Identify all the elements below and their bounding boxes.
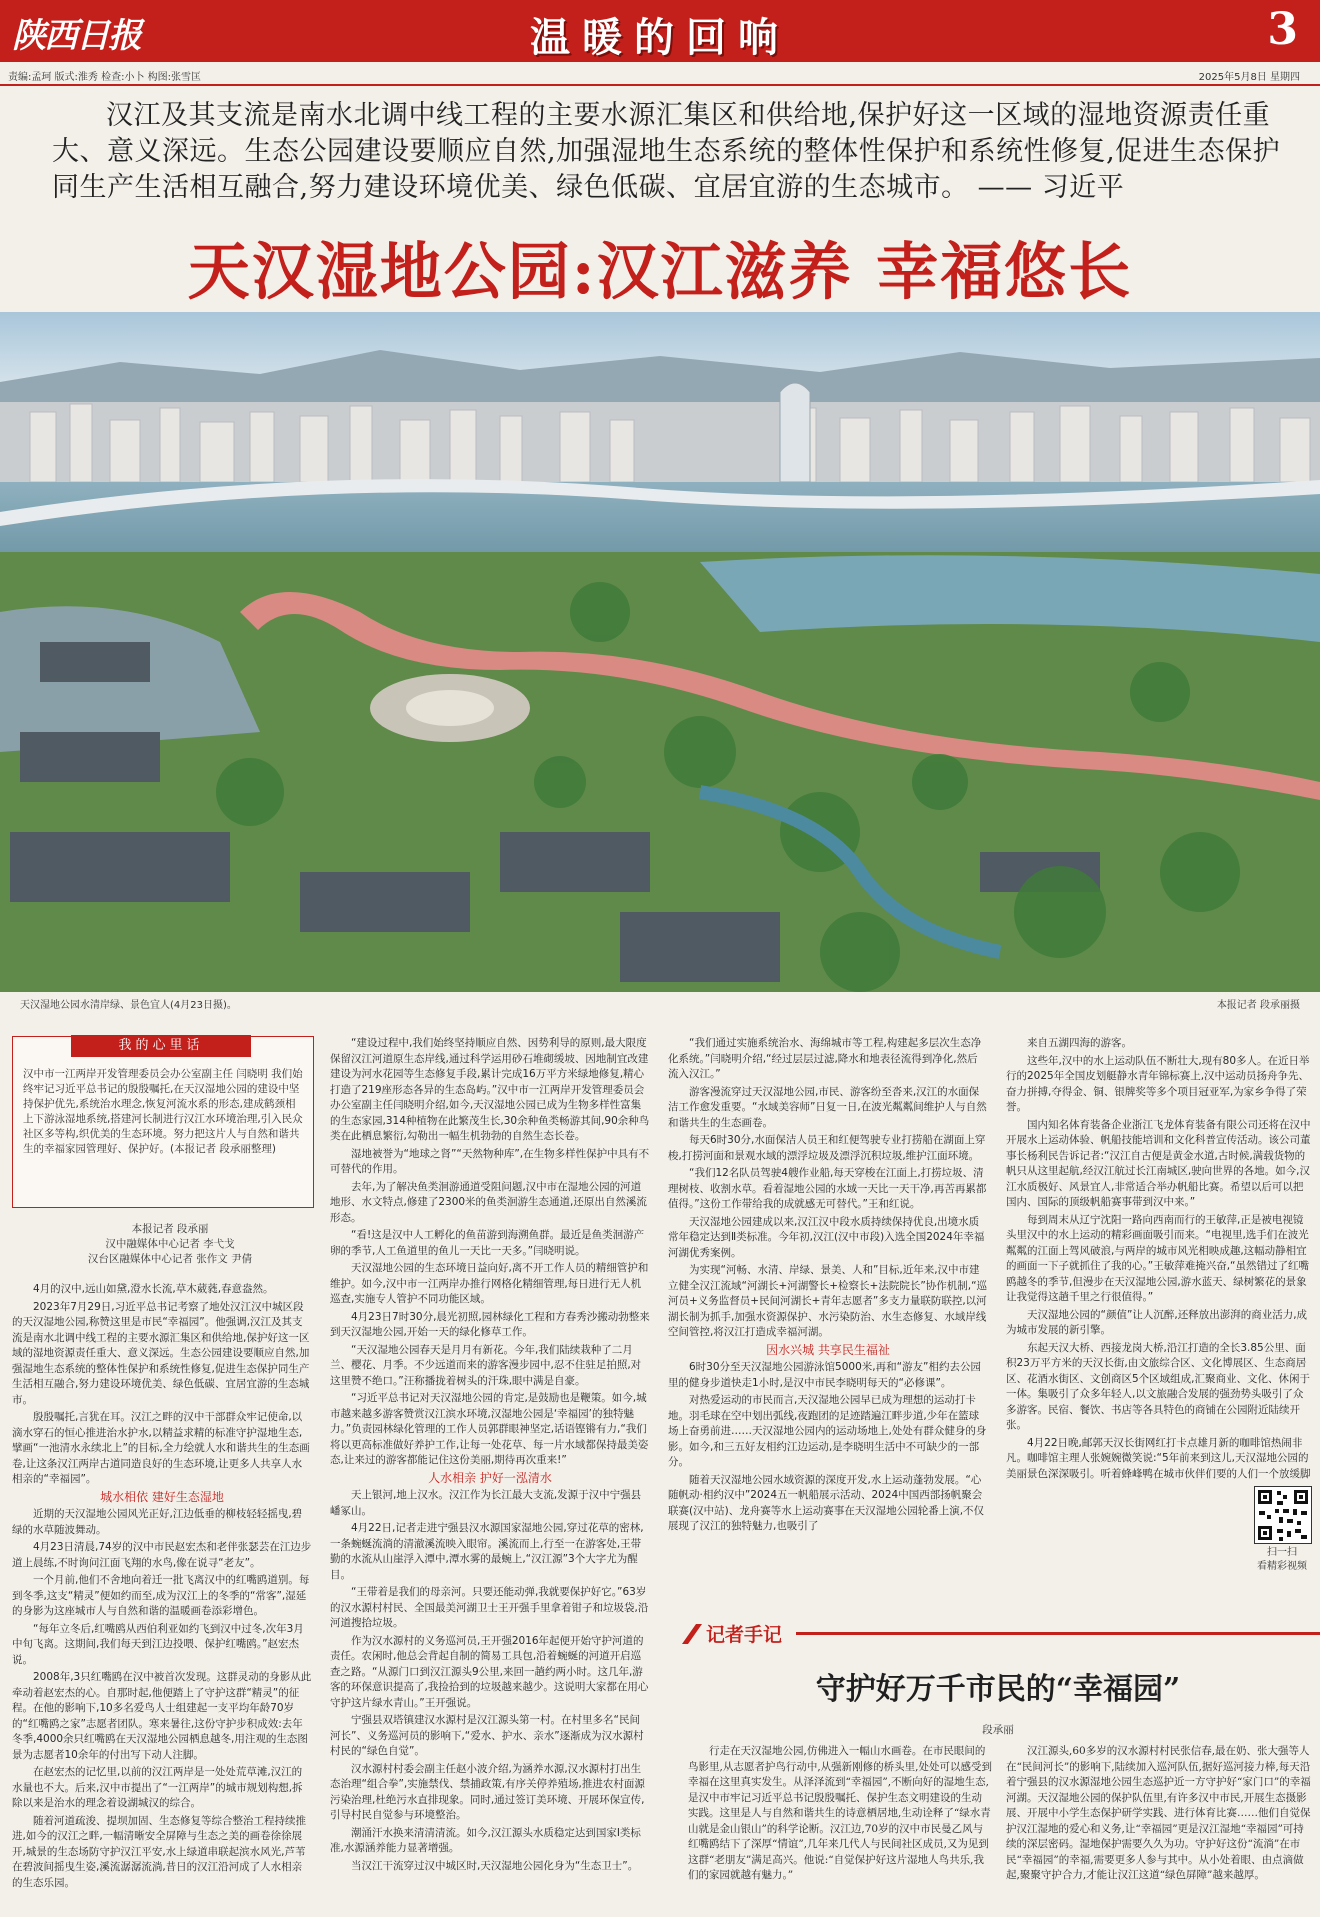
paragraph: 近期的天汉湿地公园风光正好,江边低垂的柳枝轻轻摇曳,碧绿的水草随波舞动。 xyxy=(12,1508,303,1536)
paragraph: 天汉湿地公园的“颜值”让人沉醉,还释放出澎湃的商业活力,成为城市发展的新引擎。 xyxy=(1006,1308,1308,1336)
masthead xyxy=(0,0,1320,62)
paragraph: 天汉湿地公园建成以来,汉江汉中段水质持续保持优良,出境水质常年稳定达到Ⅱ类标准。今年初,汉江(汉中市段)入选全国2024年幸福河湖优秀案例。 xyxy=(668,1215,985,1259)
paragraph: 2023年7月29日,习近平总书记考察了地处汉江汉中城区段的天汉湿地公园,称赞这里是市民“幸福园”。他强调,汉江及其支流是南水北调中线工程的主要水源汇集区和供给地,保护好这一区域的湿地资源责任重大、意义深远。生态公园建设要顺应自然,加强湿地生态系统的整体性保护和系统性修复,促进生态保护同生产生活相互融合,努力建设环境优美、绿色低碳、宜居宜游的生态城市。 xyxy=(12,1300,310,1406)
page-number: 3 xyxy=(1267,4,1298,55)
paragraph: 4月的汉中,远山如黛,澄水长流,草木葳蕤,春意盎然。 xyxy=(33,1283,274,1295)
leader-quote: 汉江及其支流是南水北调中线工程的主要水源汇集区和供给地,保护好这一区域的湿地资源责任重大、意义深远。生态公园建设要顺应自然,加强湿地生态系统的整体性保护和系统性修复,促进生态保护同生产生活相互融合,努力建设环境优美、绿色低碳、宜居宜游的生态城市。 —— 习近平 xyxy=(52,100,1281,203)
column-title: 温暖的回响 xyxy=(530,14,790,61)
my-words-body: 汉中市一江两岸开发管理委员会办公室副主任 闫晓明 我们始终牢记习近平总书记的殷殷嘱托,在天汉湿地公园的建设中坚持保护优先,系统治水理念,恢复河流水系的形态,建成鹤颈相上下游泳湿地系统,搭建河长制进行汉江水环境治理,引入民众社区多等构,织优美的生态环境。努力把这片人与自然和谐共生的幸福家园管理好、保护好。(本报记者 段承丽整理) xyxy=(23,1068,303,1155)
paragraph: “每年立冬后,红嘴鸥从西伯利亚如约飞到汉中过冬,次年3月中旬飞离。这期间,我们每天到江边投喂、保护红嘴鸥。”赵宏杰说。 xyxy=(12,1622,304,1666)
reporter-byline: 本报记者 段承丽 汉中融媒体中心记者 李弋戈 汉台区融媒体中心记者 张作文 尹倩 xyxy=(87,1223,253,1265)
paragraph: 当汉江干流穿过汉中城区时,天汉湿地公园化身为“生态卫士”。 xyxy=(351,1859,639,1872)
paragraph: 在赵宏杰的记忆里,以前的汉江两岸是一处处荒草滩,汉江的水量也不大。后来,汉中市提出了“一江两岸”的城市规划构想,拆除以来是治水的理念着设湖城汉的综合。 xyxy=(12,1766,303,1809)
paragraph: 随着河道疏浚、提坝加固、生态修复等综合整治工程持续推进,如今的汉江之畔,一幅清晰安全屏障与生态之美的画卷徐徐展开,城景的生态场防守护汉江平安,水上绿道串联起滨水风光,芦苇在碧波间摇曳生姿,溪流潺潺流淌,昔日的汉江沿河成了人水相亲的生态乐园。 xyxy=(12,1814,306,1889)
section-subhead: 城水相依 建好生态湿地 xyxy=(100,1489,224,1504)
my-words-title: 我的心里话 xyxy=(71,1035,251,1057)
paragraph: “看!这是汉中人工孵化的鱼苗游到海溯鱼群。最近是鱼类洄游产卵的季节,人工鱼道里的鱼儿一天比一天多。”闫晓明说。 xyxy=(330,1229,645,1257)
paragraph: “天汉湿地公园春天是月月有新花。今年,我们陆续栽种了二月兰、樱花、月季。不少远道而来的游客漫步园中,忍不住驻足拍照,对这里赞不绝口。”汪称播拢着树头的汗珠,眼中满是自豪。 xyxy=(330,1343,642,1387)
paragraph: 天上银河,地上汉水。汉江作为长江最大支流,发源于汉中宁强县嶓冢山。 xyxy=(330,1489,642,1517)
paragraph: 东起天汉大桥、西接龙岗大桥,沿江打造的全长3.85公里、面积23万平方米的天汉长街,由文旅综合区、文化博展区、生态商居区、花酒水街区、文创商区5个区域组成,汇聚商业、文化、休闲于一体。集吸引了众多年轻人,以文旅融合发展的强劲势头吸引了众多游客。民宿、餐饮、书店等各具特色的商铺在公园附近陆续开张。 xyxy=(1006,1341,1311,1431)
reporter-note-author: 段承丽 xyxy=(982,1724,1014,1736)
paragraph: “我们通过实施系统治水、海绵城市等工程,构建起多层次生态净化系统。”闫晓明介绍,“经过层层过滤,降水和地表径流得到净化,然后流入汉江。” xyxy=(668,1037,982,1080)
reporter-note-band xyxy=(676,1620,1320,1648)
paragraph: 4月23日7时30分,晨光初照,园林绿化工程和方春秀沙搬动勃整来到天汉湿地公园,开始一天的绿化修草工作。 xyxy=(330,1310,650,1338)
editor-line: 责编:孟珂 版式:淮秀 检查:小卜 构图:张雪匡 xyxy=(8,72,202,83)
article-column-3 xyxy=(668,1036,988,1606)
photo-credit: 本报记者 段承丽摄 xyxy=(1216,1000,1300,1011)
header-rule xyxy=(0,84,1320,86)
paragraph: 一个月前,他们不舍地向着迁一批飞离汉中的红嘴鸥道别。每到冬季,这支“精灵”便如约而至,成为汉江上的冬季的“常客”,湿延的身影为这座城市人与自然和谐的温暖画卷添彩增色。 xyxy=(12,1574,310,1617)
paragraph: 这些年,汉中的水上运动队伍不断壮大,现有80多人。在近日举行的2025年全国皮划艇静水青年锦标赛上,汉中运动员扬舟争先、奋力拼搏,夺得金、铜、银牌奖等多个项目冠亚军,为家乡争得了荣誉。 xyxy=(1006,1054,1310,1113)
reporter-note-tag: 记者手记 xyxy=(706,1624,783,1646)
date-line: 2025年5月8日 星期四 xyxy=(1198,72,1300,83)
paragraph: 殷殷嘱托,言犹在耳。汉江之畔的汉中干部群众牢记使命,以滴水穿石的恒心推进治水护水,以精益求精的标准守护湿地生态,擘画“一池清水永续北上”的目标,全力绘就人水和谐共生的生态画卷,让这条汉江两岸古道同造良好的生态环境,让更多人共享人水相亲的“幸福园”。 xyxy=(12,1411,310,1485)
article-column-4 xyxy=(1006,1036,1312,1480)
reporter-note-left xyxy=(688,1744,992,1912)
paragraph: 行走在天汉湿地公园,仿佛进入一幅山水画卷。在市民眼间的鸟影里,从志愿者护鸟行动中,从强新刚修的桥头里,处处可以感受到幸福在这里真实发生。从泽泽流到“幸福园”,不断向好的湿地生态,是汉中市牢记习近平总书记殷殷嘱托、保护生态文明建设的生动实践。这里是人与自然和谐共生的诗意栖居地,生动诠释了“绿水青山就是金山银山”的科学论断。汉江边,70岁的汉中市民曼乙风与红嘴鸥结下了深厚“情谊”,几年来几代人与民间社区成员,又为见到这群“老朋友”满足高兴。他说:“自觉保护好这片湿地人鸟共乐,我们的家园就越有魅力。” xyxy=(688,1745,992,1881)
reporter-note-right xyxy=(1006,1744,1312,1912)
paragraph: 宁强县双塔镇建汉水源村是汉江源头第一村。在村里多名“民间河长”、义务巡河员的影响下,“爱水、护水、亲水”逐渐成为汉水源村村民的“绿色自觉”。 xyxy=(330,1714,644,1757)
article-column-1 xyxy=(12,1282,312,1912)
paragraph: 汉江源头,60多岁的汉水源村村民张信春,最在奶、张大强等人在“民间河长”的影响下,陆续加入巡河队伍,据好巡河接力棒,每天沿着宁强县的汉水源湿地公园生态巡护近一方守护好“家门口”的幸福河湖。天汉湿地公园的保护队伍里,有许多汉中市民,开展生态摄影展、开展中小学生态保护研学实践、进行体育比赛……他们自觉保护汉江湿地的爱心和义务,让“幸福园”更是汉江湿地“幸福园”可持续的深层密码。湿地保护需要久久为功。守护好这份“流淌”在市民“幸福园”的幸福,需要更多人参与其中。从小处着眼、由点滴做起,聚聚守护合力,才能让汉江这道“绿色屏障”越来越厚。 xyxy=(1006,1745,1311,1881)
paragraph: 湿地被誉为“地球之肾”“天然物种库”,在生物多样性保护中具有不可替代的作用。 xyxy=(330,1147,650,1175)
qr-code[interactable] xyxy=(1254,1486,1312,1544)
paragraph: 来自五湖四海的游客。 xyxy=(1027,1037,1132,1049)
article-column-2 xyxy=(330,1036,650,1912)
paragraph: 6时30分至天汉湿地公园游泳馆5000米,再和“游友”相约去公园里的健身步道快走1小时,是汉中市民李晓明每天的“必修课”。 xyxy=(668,1361,981,1389)
paragraph: 4月22日,记者走进宁强县汉水源国家湿地公园,穿过花草的密林,一条蜿蜒流淌的清澈溪流映入眼帘。溪流而上,行至一在游客处,王带勤的水流从山崖浮入潭中,潭水雾的最蜿上,“汉江源”3个大字尤为醒目。 xyxy=(330,1522,644,1581)
photo-caption: 天汉湿地公园水清岸绿、景色宜人(4月23日摄)。 xyxy=(20,1000,237,1011)
paragraph: 国内知名体育装备企业浙江飞龙体育装备有限公司还将在汉中开展水上运动体验、帆船技能培训和文化科普宣传活动。该公司董事长杨利民告诉记者:“汉江自古便是黄金水道,古时候,满载货物的帆只从这里起航,经汉江航过长江南城区,驶向世界的各地。如今,汉江水质极好、风景宜人,非常适合举办帆船比赛。希望以后可以把国内、国际的顶级帆船赛事带到汉中来。” xyxy=(1006,1118,1311,1208)
paragraph: 潮涌汗水换来清清清流。如今,汉江源头水质稳定达到国家Ⅰ类标准,水源涵养能力显著增强。 xyxy=(330,1826,641,1854)
paragraph: 每到周末从辽宁沈阳一路向西南而行的王敏萍,正是被电视镜头里汉中的水上运动的精彩画面吸引而来。“电视里,选手们在波光粼粼的江面上驾风破浪,与两岸的城市风光相映成趣,这幅动静相宜的画面一下子就抓住了我的心。”王敏萍难掩兴奋,“虽然错过了红嘴鸥越冬的季节,但漫步在天汉湿地公园,游水蓝天、绿树繁花的景象让我觉得这趟千里之行很值得。” xyxy=(1006,1213,1309,1303)
paragraph: “王带着是我们的母亲河。只要还能动弹,我就要保护好它。”63岁的汉水源村村民、全国最美河湖卫士王开强手里拿着钳子和垃圾袋,沿河道搜拾垃圾。 xyxy=(330,1586,649,1629)
article-column-4-tail xyxy=(1006,1482,1242,1612)
qr-label: 扫一扫 看精彩视频 xyxy=(1257,1547,1307,1572)
qr-code-icon xyxy=(1255,1487,1311,1543)
paragraph: 汉水源村村委会副主任赵小波介绍,为涵养水源,汉水源村打出生态治理“组合拳”,实施禁伐、禁捕政策,有序关停养殖场,推进农村面源污染治理,杜绝污水直排现象。同时,通过签订美环境、开展环保宣传,引导村民自觉参与环境整治。 xyxy=(330,1762,645,1821)
paragraph: 游客漫流穿过天汉湿地公园,市民、游客纷至沓来,汉江的水面保洁工作愈发重要。“水域美容师”日复一日,在波光粼粼间维护人与自然和谐共生的生态画卷。 xyxy=(668,1085,987,1129)
paragraph: 4月23日清晨,74岁的汉中市民赵宏杰和老伴张瑟芸在江边步道上晨练,不时询问江面飞翔的水鸟,像在说寻“老友”。 xyxy=(12,1541,312,1569)
paragraph: 去年,为了解决鱼类洄游通道受阻问题,汉中市在湿地公园的河道地形、水文特点,修建了2300米的鱼类洄游生态通道,还原出自然溪流形态。 xyxy=(330,1180,647,1224)
paragraph: 4月22日晚,邮郭天汉长街网红打卡点雄月新的咖啡馆热闹非凡。咖啡馆主理人张婉婉微笑说:“5年前来到这儿,天汉湿地公园的美丽景色深深吸引。听着蜂峰鸭在城市伙伴们要的人们一个放缓脚 xyxy=(1006,1436,1311,1480)
paragraph: “习近平总书记对天汉湿地公园的肯定,是鼓励也是鞭策。如今,城市越来越多游客赞赏汉江滨水环境,汉湿地公园是‘幸福园’的独特魅力。”负责园林绿化管理的工作人员郭群眼神坚定,话语铿锵有力,“我们将以更高标准做好养护工作,让每一处花草、每一片水域都保持最美姿态,让来过的游客都能记住这份美丽,期待再次重来!” xyxy=(330,1392,649,1466)
paragraph: “建设过程中,我们始终坚持顺应自然、因势利导的原则,最大限度保留汉江河道原生态岸线,通过科学运用砂石堆砌缓坡、因地制宜改建建设为河水花园等生态修复手段,累计完成16万平方米绿地修复,精心打造了219座形态各异的生态岛屿。”汉中市一江两岸开发管理委员会办公室副主任闫晓明介绍,如今,天汉湿地公园已成为生物多样性富集的生态家园,314种植物在此繁茂生长,30余种鱼类畅游其间,90余种鸟类在此栖息繁衍,勾勒出一幅生机勃勃的自然生态长卷。 xyxy=(330,1037,650,1142)
reporter-note-title: 守护好万千市民的“幸福园” xyxy=(815,1672,1181,1707)
my-words-box xyxy=(12,1036,314,1208)
paragraph: 每天6时30分,水面保洁人员王和红便驾驶专业打捞船在湖面上穿梭,打捞河面和景观水域的漂浮垃圾及漂浮沉积垃圾,维护江面环境。 xyxy=(668,1134,986,1162)
aerial-photo-illustration xyxy=(0,312,1320,992)
paragraph: 随着天汉湿地公园水域资源的深度开发,水上运动蓬勃发展。“心随帆动·相约汉中”2024五一帆船展示活动、2024中国西部扬帆聚会联赛(汉中站)、龙舟赛等水上运动赛事在天汉湿地公园轮番上演,不仅展现了汉江的独特魅力,也吸引了 xyxy=(668,1473,985,1532)
wetland-park-photo xyxy=(0,312,1320,992)
paragraph: 作为汉水源村的义务巡河员,王开强2016年起便开始守护河道的责任。农闲时,他总会背起自制的简易工具包,沿着蜿蜒的河道开启巡查之路。“从源门口到汉江源头9公里,来回一趟约两小时。这几年,游客的环保意识提高了,我捡拾到的垃圾越来越少。这说明大家都在用心守护这片绿水青山。”王开强说。 xyxy=(330,1634,649,1709)
paragraph: “我们12名队员驾驶4艘作业船,每天穿梭在江面上,打捞垃圾、清理树枝、收割水草。看着湿地公园的水域一天比一天干净,再苦再累都值得。”这份工作带给我的成就感无可替代。”王和红说。 xyxy=(668,1167,987,1210)
paragraph: 天汉湿地公园的生态环境日益向好,离不开工作人员的精细管护和维护。如今,汉中市一江两岸办推行网格化精细管理,每日进行无人机巡查,实施专人管护不同功能区域。 xyxy=(330,1262,649,1305)
paragraph: 2008年,3只红嘴鸥在汉中被首次发现。这群灵动的身影从此牵动着赵宏杰的心。自那时起,他便踏上了守护这群“精灵”的征程。在他的影响下,10多名爱鸟人士组建起一支平均年龄70岁的“红嘴鸥之家”志愿者团队。寒来暑往,这份守护步积成效:去年冬季,4000余只红嘴鸥在天汉湿地公园栖息越冬,用注观的生态图景为志愿者10余年的付出写下动人注脚。 xyxy=(12,1671,312,1761)
paragraph: 对热爱运动的市民而言,天汉湿地公园早已成为理想的运动打卡地。羽毛球在空中划出弧线,夜跑团的足迹踏遍江畔步道,少年在篮球场上奋勇前进……天汉湿地公园内的运动场地上,处处有群众健身的身影。如今,和三五好友相约江边运动,是李晓明生活中不可缺少的一部分。 xyxy=(668,1394,987,1468)
headline: 天汉湿地公园:汉江滋养 幸福悠长 xyxy=(187,235,1133,308)
section-subhead: 因水兴城 共享民生福祉 xyxy=(766,1342,890,1357)
section-subhead: 人水相亲 护好一泓清水 xyxy=(428,1470,552,1485)
newspaper-logo: 陕西日报 xyxy=(12,16,140,56)
paragraph: 为实现“河畅、水清、岸绿、景美、人和”目标,近年来,汉中市建立健全汉江流域“河湖长+河湖警长+检察长+法院院长”协作机制,“巡河员+义务监督员+民间河湖长+青年志愿者”多支力量联防联控,以河湖长制为抓手,加强水资源保护、水污染防治、水生态修复、水域岸线空间管控,将汉江打造成幸福河湖。 xyxy=(668,1264,988,1338)
